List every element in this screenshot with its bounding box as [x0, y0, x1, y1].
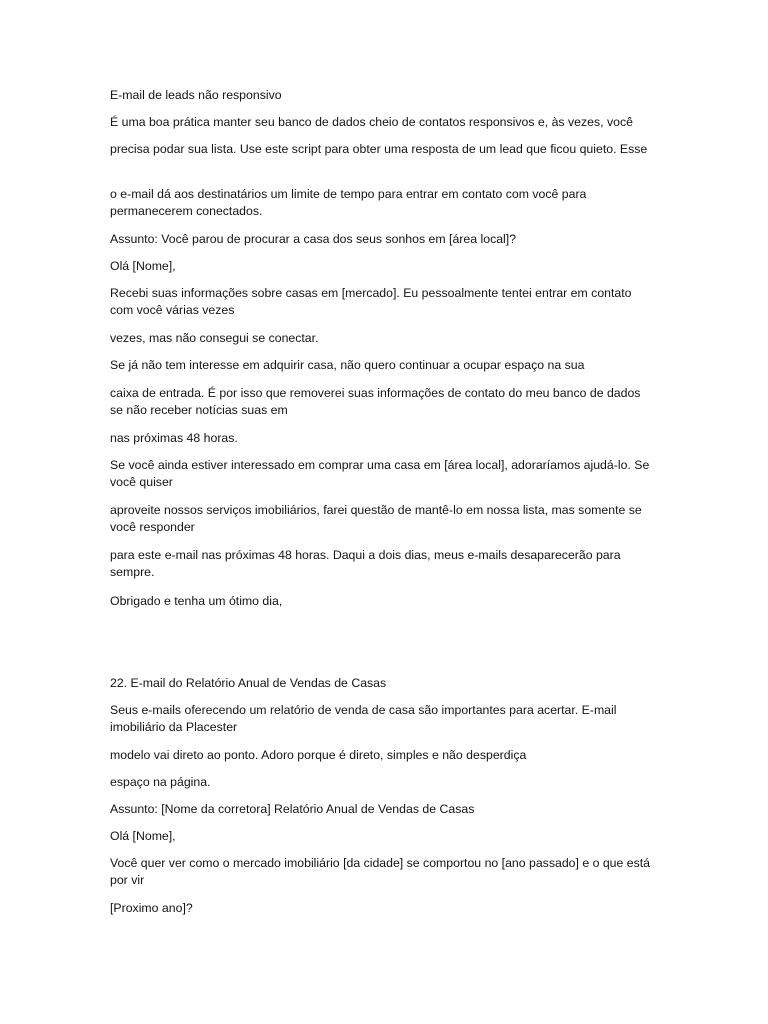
email-signoff: Obrigado e tenha um ótimo dia,: [110, 594, 283, 608]
paragraph: vezes, mas não consegui se conectar.: [110, 331, 319, 345]
paragraph: Se você ainda estiver interessado em comprar uma casa em [área local], adoraríamos ajudá-lo. Se você quiser: [110, 458, 650, 489]
email-subject-line: Assunto: [Nome da corretora] Relatório Anual de Vendas de Casas: [110, 802, 475, 816]
paragraph: modelo vai direto ao ponto. Adoro porque é direto, simples e não desperdiça: [110, 748, 527, 762]
paragraph: espaço na página.: [110, 775, 211, 789]
section-heading-unresponsive-leads: E-mail de leads não responsivo: [110, 88, 282, 102]
paragraph: É uma boa prática manter seu banco de dados cheio de contatos responsivos e, às vezes, você: [110, 115, 633, 129]
paragraph: o e-mail dá aos destinatários um limite de tempo para entrar em contato com você para permanecerem conectados.: [110, 187, 587, 218]
paragraph: aproveite nossos serviços imobiliários, farei questão de mantê-lo em nossa lista, mas somente se você responder: [110, 503, 642, 534]
paragraph: para este e-mail nas próximas 48 horas. Daqui a dois dias, meus e-mails desaparecerão para sempre.: [110, 548, 621, 579]
email-greeting: Olá [Nome],: [110, 829, 176, 843]
section-heading-annual-report: 22. E-mail do Relatório Anual de Vendas de Casas: [110, 676, 387, 690]
paragraph: Você quer ver como o mercado imobiliário [da cidade] se comportou no [ano passado] e o que está por vir: [110, 856, 651, 887]
email-subject-line: Assunto: Você parou de procurar a casa dos seus sonhos em [área local]?: [110, 232, 517, 246]
email-greeting: Olá [Nome],: [110, 259, 176, 273]
paragraph: caixa de entrada. É por isso que removerei suas informações de contato do meu banco de dados se não receber notícias suas em: [110, 386, 641, 417]
paragraph: nas próximas 48 horas.: [110, 431, 238, 445]
paragraph: Seus e-mails oferecendo um relatório de venda de casa são importantes para acertar. E-mail imobiliário da Placester: [110, 703, 617, 734]
paragraph: Se já não tem interesse em adquirir casa, não quero continuar a ocupar espaço na sua: [110, 358, 585, 372]
paragraph: [Proximo ano]?: [110, 901, 193, 915]
paragraph: Recebi suas informações sobre casas em [mercado]. Eu pessoalmente tentei entrar em contato com você várias vezes: [110, 286, 632, 317]
paragraph: precisa podar sua lista. Use este script para obter uma resposta de um lead que ficou quieto. Esse: [110, 142, 648, 156]
